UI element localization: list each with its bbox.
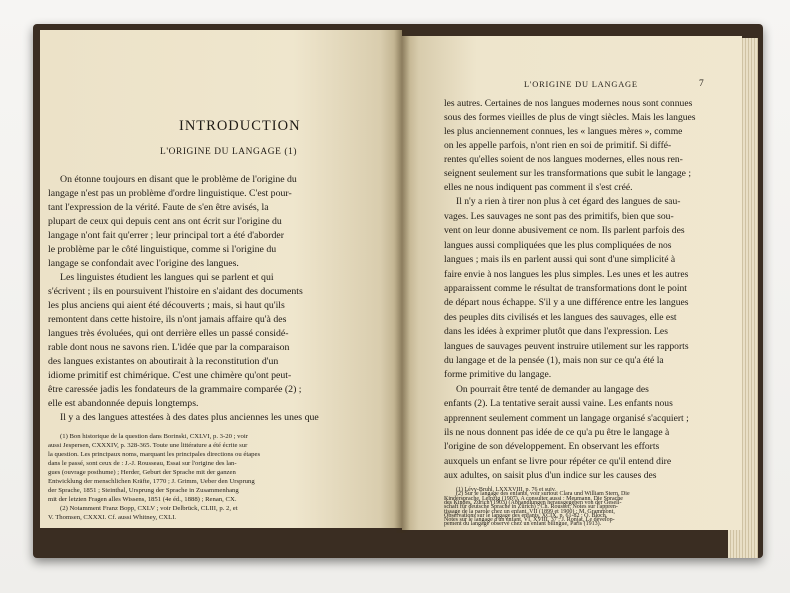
text-line: idiome primitif est chimérique. C'est une chimère qu'ont peut- — [48, 370, 292, 381]
chapter-subtitle: L'ORIGINE DU LANGAGE (1) — [160, 147, 298, 157]
right-page — [402, 36, 742, 530]
text-line: de départ nous échappe. S'il y a une différence entre les langues — [444, 297, 689, 308]
footnote-line: tissage de la parole chez un enfant, VII (1899 et 1900) ; M. Grammont, — [444, 508, 615, 515]
text-line: le problème par le côté linguistique, comme si l'origine du — [48, 244, 277, 255]
text-line: les plus anciens qui aient été découverts ; mais, si haut qu'ils — [48, 300, 285, 311]
text-line: langage se confondait avec l'origine des langues. — [48, 258, 239, 269]
text-line: langues ; mais ils en parlent aussi qui sont d'une simplicité à — [444, 254, 676, 265]
footnote-line: (1) Bon historique de la question dans Borinski, CXLVI, p. 3-20 ; voir — [60, 433, 248, 440]
text-line: remontent dans cette histoire, ils n'ont jamais affaire qu'à des — [48, 314, 287, 325]
text-line: dans les idées à exprimer plutôt que dans l'expression. Les — [444, 326, 668, 337]
text-line: vages. Les sauvages ne sont pas des primitifs, bien que sou- — [444, 211, 674, 222]
footnote-line: gues (ouvrage posthume) ; Herder, Geburt der Sprache mit der ganzen — [48, 469, 236, 476]
text-line: forme primitive du langage. — [444, 369, 552, 380]
footnote-line: Entwicklung der menschlichen Kräfte, 1770 ; J. Grimm, Ueber den Ursprung — [48, 478, 255, 485]
chapter-title: INTRODUCTION — [179, 118, 301, 134]
text-line: Les linguistes étudient les langues qui se parlent et qui — [60, 272, 274, 283]
text-line: ils ne nous donnent pas idée de ce qu'a pu être le langage à — [444, 427, 670, 438]
footnote-line: la question. Les principaux noms, marquant les principales directions ou étapes — [48, 451, 261, 458]
text-line: des langues existantes on aboutirait à la reconstitution d'un — [48, 356, 279, 367]
footnote-line: aussi Jespersen, CXXXIV, p. 328-365. Toute une littérature a été écrite sur — [48, 442, 248, 449]
text-line: On étonne toujours en disant que le problème de l'origine du — [60, 174, 297, 185]
text-line: s'écrivent ; ils en poursuivent l'histoire en s'aidant des documents — [48, 286, 303, 297]
footnote-line: (1) Lévy-Bruhl, LXXXVIII, p. 76 et suiv. — [456, 487, 556, 493]
footnote-line: (2) Sur le langage des enfants, voir surtout Clara und William Stern, Die — [456, 491, 630, 498]
text-line: des peuples dits civilisés et les langues des sauvages, elle est — [444, 312, 677, 323]
footnote-line: Observations sur le langage des enfants, XCIX, p. 61-82 ; O. Bloch, — [444, 512, 608, 519]
book-gutter — [394, 28, 410, 533]
text-line: seignent seulement sur les transformations que subit le langage ; — [444, 168, 691, 179]
text-line: enfants (2). La tentative serait aussi vaine. Les enfants nous — [444, 398, 673, 409]
left-page — [40, 30, 402, 528]
text-line: On pourrait être tenté de demander au langage des — [456, 384, 649, 395]
text-line: l'origine de son développement. En observant les efforts — [444, 441, 660, 452]
footnote-line: mit der letzten Fragen alles Wissens, 1851 (4e éd., 1888) ; Renan, CX. — [48, 496, 237, 503]
footnote-line: Notes sur le langage d'un enfant, VI, XVIII, 37 ; J. Ronjat, Le dévelop- — [444, 517, 615, 524]
text-line: apparaissent comme le résultat de transformations dont le point — [444, 283, 687, 294]
footnote-line: des Kindes, Zürich (1903) (Abhandlungen herausgegeben von der Gesell- — [444, 499, 622, 506]
footnote-line: schaft für deutsche Sprache in Zürich) ; Ch. Rousset, Notes sur l'appren- — [444, 504, 618, 511]
text-line: langage n'ont fait qu'errer ; leur principal tort a été d'aborder — [48, 230, 284, 241]
text-line: langage n'est pas un problème d'ordre linguistique. C'est pour- — [48, 188, 292, 199]
text-line: elle est abandonnée depuis longtemps. — [48, 398, 199, 409]
text-line: les autres. Certaines de nos langues modernes nous sont connues — [444, 98, 693, 109]
text-line: plupart de ceux qui depuis cent ans ont écrit sur l'origine du — [48, 216, 282, 227]
text-line: langues aussi compliquées que les plus compliquées de nos — [444, 240, 672, 251]
text-line: apprennent seulement comment un langage organisé s'acquiert ; — [444, 413, 689, 424]
text-line: rable dont nous ne savons rien. L'idée que par la comparaison — [48, 342, 290, 353]
text-line: on les appelle parfois, n'ont rien en soi de primitif. Si diffé- — [444, 140, 672, 151]
page-number: 7 — [699, 79, 704, 89]
text-line: du langage et de la pensée (1), mais non sur ce qu'a été la — [444, 355, 664, 366]
footnote-line: der Sprache, 1851 ; Steinthal, Ursprung der Sprache in Zusammenhang — [48, 487, 239, 494]
text-line: tant l'expression de la vérité. Faute de s'en être avisés, la — [48, 202, 269, 213]
footnote-line: Kindersprache, Leipzig (1907). A consulter aussi : Meumann, Die Sprache — [444, 495, 623, 502]
text-line: être caressée jadis les fondateurs de la grammaire comparée (2) ; — [48, 384, 302, 395]
footnote-line: pement du langage observé chez un enfant bilingue, Paris (1913). — [444, 521, 602, 528]
text-line: sous des formes vieilles de plus de vingt siècles. Mais les langues — [444, 112, 696, 123]
text-line: Il y a des langues attestées à des dates plus anciennes les unes que — [60, 412, 319, 423]
text-line: les plus anciennement connues, les « langues mères », comme — [444, 126, 683, 137]
text-line: Il n'y a rien à tirer non plus à cet égard des langues de sau- — [456, 196, 681, 207]
footnote-line: V. Thomsen, CXXXI. Cf. aussi Whitney, CXLI. — [48, 514, 177, 521]
text-line: rentes qu'elles soient de nos langues modernes, elles nous ren- — [444, 154, 683, 165]
footnote-line: (2) Notamment Franz Bopp, CXLV ; voir Delbrück, CLIII, p. 2, et — [60, 505, 238, 512]
text-line: aux adultes, on saisit plus d'un indice sur les causes des — [444, 470, 657, 481]
text-line: vent on leur donne abusivement ce nom. Ils parlent parfois des — [444, 225, 685, 236]
footnote-line: dans le passé, sont ceux de : J.-J. Rousseau, Essai sur l'origine des lan- — [48, 460, 237, 467]
running-header: L'ORIGINE DU LANGAGE — [524, 80, 638, 89]
text-line: langues très évoluées, qui ont derrière elles un passé considé- — [48, 328, 289, 339]
text-line: faire envie à nos langues les plus simples. Les unes et les autres — [444, 269, 689, 280]
text-line: auxquels un enfant se livre pour répéter ce qu'il entend dire — [444, 456, 672, 467]
text-line: langues de sauvages peuvent instruire utilement sur les rapports — [444, 341, 689, 352]
text-line: elles ne nous indiquent pas comment il s'est créé. — [444, 182, 633, 193]
